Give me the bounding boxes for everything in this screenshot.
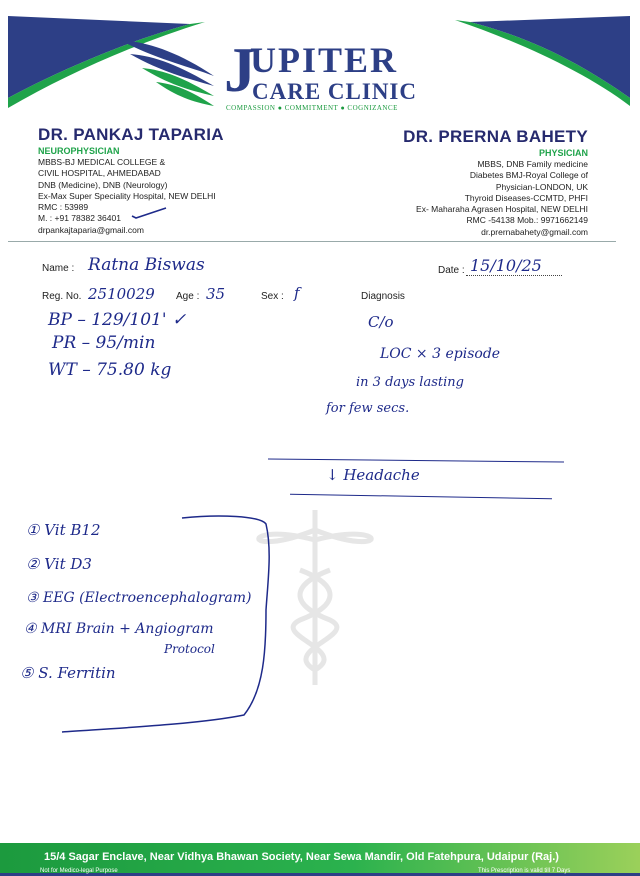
doctor-right-line: RMC -54138 Mob.: 9971662149 — [466, 215, 588, 226]
sex-value: f — [294, 284, 300, 302]
date-underline — [466, 275, 562, 276]
doctor-right-specialty: PHYSICIAN — [538, 148, 588, 158]
doctor-right-name: DR. PRERNA BAHETY — [403, 127, 588, 146]
doctor-right-line: Ex- Maharaha Agrasen Hospital, NEW DELHI — [416, 204, 588, 215]
doctor-right-line: MBBS, DNB Family medicine — [477, 159, 588, 169]
investigation-item: ④ MRI Brain + Angiogram — [24, 621, 214, 637]
footer-note-left: Not for Medico-legal Purpose — [40, 868, 118, 874]
doctor-left-line: Ex-Max Super Speciality Hospital, NEW DELHI — [38, 190, 216, 201]
doctor-left-details — [38, 157, 216, 236]
doctor-right-line: Physician-LONDON, UK — [495, 181, 588, 192]
footer-address: 15/4 Sagar Enclave, Near Vidhya Bhawan Society, Near Sewa Mandir, Old Fatehpura, Udaipur (Raj.) — [44, 851, 559, 863]
doctor-right-line: Diabetes BMJ-Royal College of — [469, 170, 588, 181]
impression-line-bottom — [290, 494, 552, 500]
clinic-name-line1: UPITER — [250, 40, 399, 80]
patient-name-value: Ratna Biswas — [88, 255, 205, 275]
regno-value: 2510029 — [88, 285, 155, 303]
clinic-name-line2: CARE CLINIC — [252, 79, 417, 104]
clinic-logo-icon — [118, 36, 218, 116]
complaint-co: C/o — [368, 313, 394, 331]
sex-label: Sex : — [261, 291, 284, 302]
doctor-left-line: RMC : 53989 — [38, 202, 89, 213]
date-label: Date : — [438, 265, 465, 276]
complaint-line: LOC × 3 episode — [380, 346, 501, 362]
doctor-left-line: DNB (Medicine), DNB (Neurology) — [38, 179, 168, 190]
footer-note-right: This Prescription is valid till 7 Days — [478, 868, 571, 874]
investigation-item: ⑤ S. Ferritin — [20, 664, 116, 682]
doctor-left-line: M. : +91 78382 36401 — [38, 213, 121, 224]
doctor-right-details — [416, 159, 588, 238]
clinic-tagline: COMPASSION ● COMMITMENT ● COGNIZANCE — [226, 104, 398, 112]
checkmark-icon — [130, 206, 170, 220]
doctor-left-line: CIVIL HOSPITAL, AHMEDABAD — [38, 168, 161, 179]
complaint-line: in 3 days lasting — [356, 375, 464, 390]
investigation-item: ③ EEG (Electroencephalogram) — [26, 590, 252, 606]
investigation-item: ② Vit D3 — [26, 555, 92, 573]
doctor-left-line: drpankajtaparia@gmail.com — [38, 224, 144, 235]
impression-line-top — [268, 458, 564, 462]
doctor-right-line: dr.prernabahety@gmail.com — [481, 226, 588, 237]
doctor-left-name: DR. PANKAJ TAPARIA — [38, 125, 224, 144]
age-label: Age : — [176, 291, 200, 302]
vital-pr: PR – 95/min — [52, 333, 156, 353]
doctor-right-line: Thyroid Diseases-CCMTD, PHFI — [464, 192, 588, 203]
vital-bp: BP – 129/101' ✓ — [48, 310, 187, 330]
complaint-line: for few secs. — [326, 401, 410, 416]
clinic-name-initial: J — [224, 34, 258, 105]
age-value: 35 — [206, 285, 226, 303]
diagnosis-label: Diagnosis — [361, 291, 405, 302]
doctor-left-specialty: NEUROPHYSICIAN — [38, 146, 120, 156]
doctor-left-line: MBBS-BJ MEDICAL COLLEGE & — [38, 157, 166, 167]
regno-label: Reg. No. — [42, 291, 82, 302]
date-value: 15/10/25 — [470, 256, 542, 275]
investigation-item: Protocol — [164, 642, 215, 656]
investigation-item: ① Vit B12 — [26, 521, 101, 539]
impression-text: ↓ Headache — [326, 466, 420, 484]
header-divider — [8, 241, 616, 242]
name-label: Name : — [42, 263, 75, 274]
vital-wt: WT – 75.80 kg — [48, 360, 172, 380]
